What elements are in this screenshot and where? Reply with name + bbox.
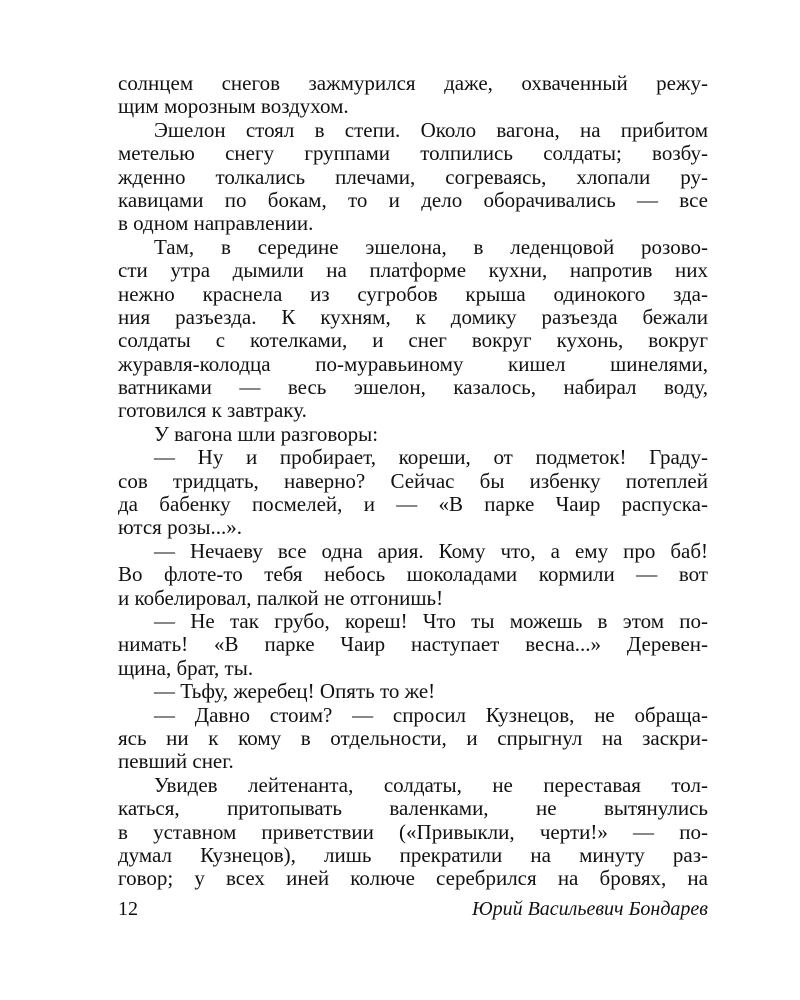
text-line: кавицами по бокам, то и дело оборачивались — все (118, 187, 708, 212)
text-line: — Ну и пробирает, кореши, от подметок! Граду- (154, 445, 708, 470)
text-line: Во флоте-то тебя небось шоколадами кормили — вот (118, 562, 708, 587)
page-number: 12 (118, 898, 138, 920)
page-body-text (118, 72, 708, 891)
text-line: ватниками — весь эшелон, казалось, набирал воду, (118, 375, 708, 400)
text-line: ясь ни к кому в отдельности, и спрыгнул на заскри- (118, 725, 708, 750)
text-line: — Не так грубо, кореш! Что ты можешь в этом по- (154, 608, 708, 633)
text-line: в уставном приветствии («Привыкли, черти!» — по- (118, 819, 708, 844)
text-line: метелью снегу группами толпились солдаты; возбу- (118, 141, 708, 166)
text-line: в одном направлении. (118, 211, 314, 236)
text-line: щим морозным воздухом. (118, 94, 349, 119)
paragraph (118, 680, 708, 703)
page-footer (118, 896, 708, 922)
text-line: нежно краснела из сугробов крыша одинокого зда- (118, 281, 708, 306)
text-line: готовился к завтраку. (118, 398, 307, 423)
text-line: солнцем снегов зажмурился даже, охваченный режу- (118, 71, 708, 95)
text-line: сти утра дымили на платформе кухни, напротив них (118, 258, 708, 283)
text-line: щина, брат, ты. (118, 655, 254, 680)
text-line: — Нечаеву все одна ария. Кому что, а ему про баб! (154, 538, 708, 563)
text-line: говор; у всех иней колюче серебрился на бровях, на (118, 866, 708, 891)
text-line: певший снег. (118, 749, 234, 774)
paragraph (118, 774, 708, 891)
text-line: нимать! «В парке Чаир наступает весна...» Деревен- (118, 632, 708, 657)
text-line: солдаты с котелками, и снег вокруг кухонь, вокруг (118, 328, 708, 353)
text-line: жденно толкались плечами, согреваясь, хлопали ру- (118, 164, 708, 189)
paragraph (118, 610, 708, 680)
text-line: сов тридцать, наверно? Сейчас бы избенку потеплей (118, 468, 708, 493)
text-line: да бабенку посмелей, и — «В парке Чаир распуска- (118, 492, 708, 517)
text-line: думал Кузнецов), лишь прекратили на минуту раз- (118, 842, 708, 867)
text-line: каться, притопывать валенками, не вытянулись (118, 796, 708, 821)
text-line: У вагона шли разговоры: (154, 421, 379, 446)
paragraph (118, 540, 708, 610)
paragraph (118, 236, 708, 423)
text-line: и кобелировал, палкой не отгонишь! (118, 585, 444, 610)
text-line: Там, в середине эшелона, в леденцовой розово- (154, 234, 708, 259)
running-header-author: Юрий Васильевич Бондарев (471, 898, 708, 920)
text-line: Эшелон стоял в степи. Около вагона, на прибитом (154, 117, 708, 142)
text-line: — Тьфу, жеребец! Опять то же! (154, 679, 436, 704)
text-line: ния разъезда. К кухням, к домику разъезда бежали (118, 304, 708, 329)
text-line: Увидев лейтенанта, солдаты, не переставая тол- (154, 772, 708, 797)
paragraph (118, 423, 708, 446)
paragraph (118, 446, 708, 540)
text-line: ются розы...». (118, 515, 242, 540)
text-line: — Давно стоим? — спросил Кузнецов, не обраща- (154, 702, 708, 727)
paragraph (118, 72, 708, 119)
paragraph (118, 704, 708, 774)
paragraph (118, 119, 708, 236)
text-line: журавля-колодца по-муравьиному кишел шинелями, (118, 351, 708, 376)
